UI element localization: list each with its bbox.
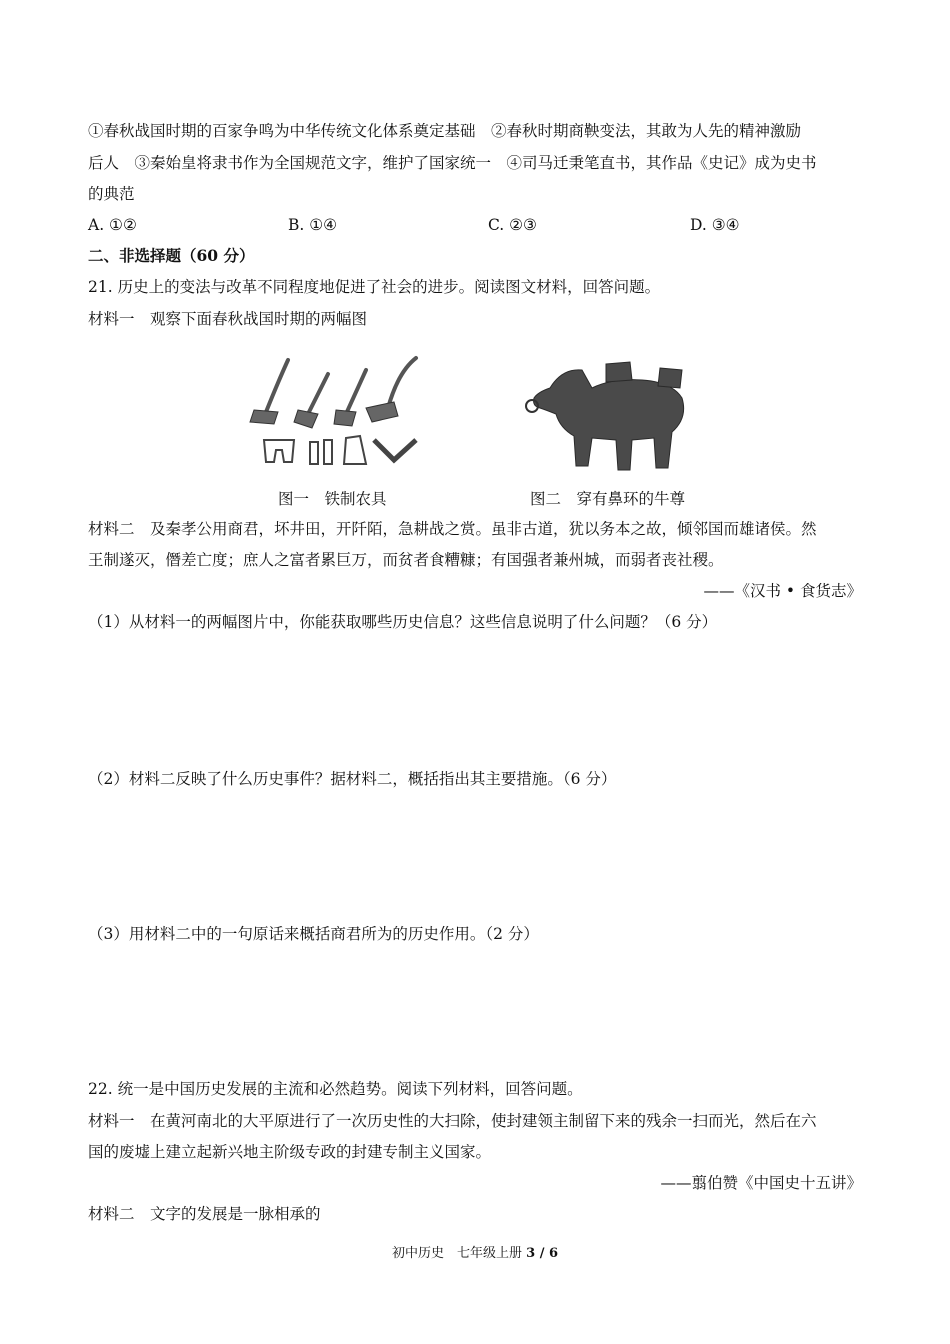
q22-material2: 材料二 文字的发展是一脉相承的 bbox=[88, 1205, 321, 1223]
footer-text: 初中历史 七年级上册 bbox=[391, 1246, 527, 1261]
q21-subquestion-2: （2）材料二反映了什么历史事件？据材料二，概括指出其主要措施。（6 分） bbox=[88, 770, 617, 788]
q20-line-1: ①春秋战国时期的百家争鸣为中华传统文化体系奠定基础 ②春秋时期商鞅变法，其敢为人先的精神激励 bbox=[88, 122, 802, 140]
page-number: 3 / 6 bbox=[526, 1246, 559, 1261]
q22-stem: 22. 统一是中国历史发展的主流和必然趋势。阅读下列材料，回答问题。 bbox=[88, 1080, 583, 1098]
section-title: 二、非选择题（60 分） bbox=[88, 246, 255, 265]
q21-material1: 材料一 观察下面春秋战国时期的两幅图 bbox=[88, 310, 368, 328]
q21-subquestion-1: （1）从材料一的两幅图片中，你能获取哪些历史信息？这些信息说明了什么问题？（6 分） bbox=[88, 613, 718, 631]
page-footer bbox=[0, 1245, 950, 1263]
q22-material1-source: ——翦伯赞《中国史十五讲》 bbox=[660, 1174, 862, 1192]
q21-material2-line1: 材料二 及秦孝公用商君，坏井田，开阡陌，急耕战之赏。虽非古道，犹以务本之故，倾邻国而雄诸侯。然 bbox=[88, 520, 817, 538]
q22-material1-line2: 国的废墟上建立起新兴地主阶级专政的封建专制主义国家。 bbox=[88, 1143, 492, 1161]
q21-stem: 21. 历史上的变法与改革不同程度地促进了社会的进步。阅读图文材料，回答问题。 bbox=[88, 278, 661, 296]
option-d: D. ③④ bbox=[690, 216, 740, 234]
q21-subquestion-3: （3）用材料二中的一句原话来概括商君所为的历史作用。（2 分） bbox=[88, 925, 539, 943]
q20-line-2: 后人 ③秦始皇将隶书作为全国规范文字，维护了国家统一 ④司马迁秉笔直书，其作品《史记》成为史书 bbox=[88, 154, 817, 172]
q21-material2-line2: 王制遂灭，僭差亡度；庶人之富者累巨万，而贫者食糟糠；有国强者兼州城，而弱者丧社稷。 bbox=[88, 551, 724, 569]
q20-line-3: 的典范 bbox=[88, 185, 135, 203]
iron-farm-tools-figure bbox=[248, 352, 428, 472]
option-a: A. ①② bbox=[88, 216, 137, 234]
ox-zun-figure bbox=[522, 358, 694, 476]
option-c: C. ②③ bbox=[488, 216, 537, 234]
q22-material1-line1: 材料一 在黄河南北的大平原进行了一次历史性的大扫除，使封建领主制留下来的残余一扫而光，然后在六 bbox=[88, 1112, 817, 1130]
q21-material2-source: ——《汉书 • 食货志》 bbox=[703, 582, 862, 600]
figure2-caption: 图二 穿有鼻环的牛尊 bbox=[530, 490, 686, 508]
figure1-caption: 图一 铁制农具 bbox=[278, 490, 387, 508]
option-b: B. ①④ bbox=[288, 216, 338, 234]
